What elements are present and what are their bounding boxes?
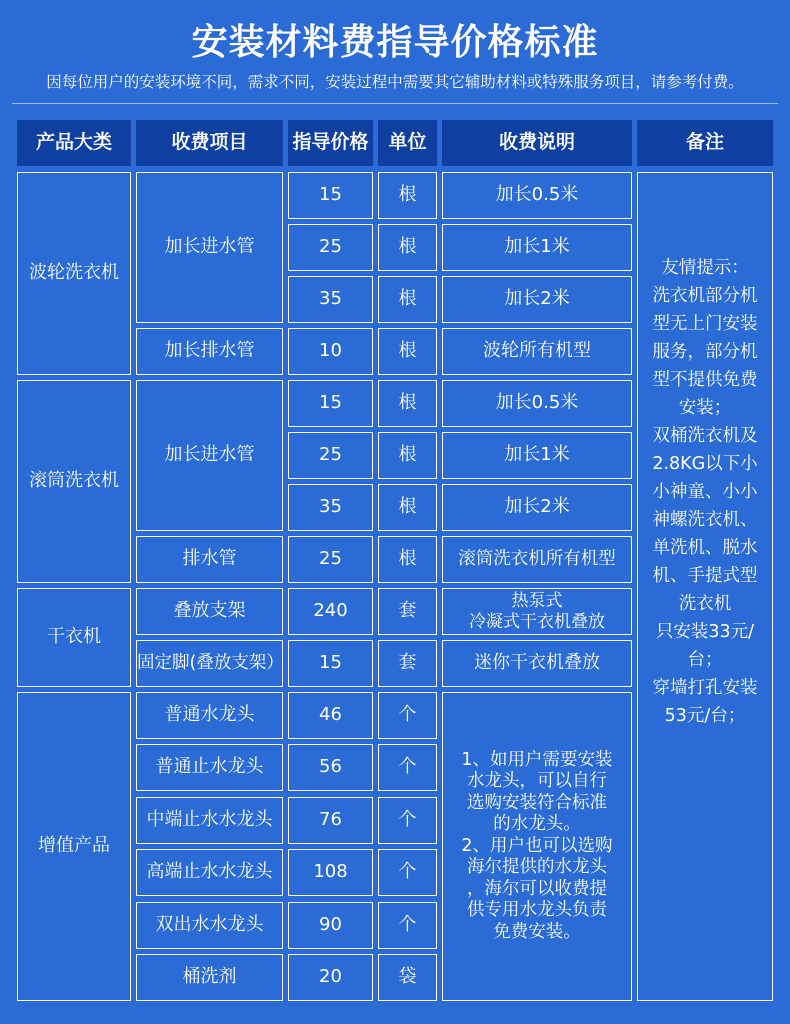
unit-cell: 套: [378, 588, 437, 635]
faucet-description: [442, 692, 632, 1001]
faucet-note-line: 的水龙头。: [493, 814, 581, 835]
item-cell: 叠放支架: [136, 588, 283, 635]
page-subtitle: 因每位用户的安装环境不同，需求不同，安装过程中需要其它辅助材料或特殊服务项目，请参考付费。: [46, 73, 744, 91]
item-cell: 加长进水管: [136, 172, 283, 323]
remark-line: 53元/台；: [664, 705, 746, 726]
remark-line: 型无上门安装: [652, 313, 758, 334]
remark-line: 只安装33元/: [655, 621, 755, 642]
unit-cell: 根: [378, 328, 437, 375]
unit-cell: 根: [378, 276, 437, 323]
description-line: 热泵式: [511, 590, 563, 611]
unit-cell: 根: [378, 536, 437, 583]
description-cell: 加长2米: [442, 276, 632, 323]
unit-cell: 袋: [378, 954, 437, 1001]
description-line: 冷凝式干衣机叠放: [469, 611, 605, 632]
price-cell: 35: [288, 276, 373, 323]
remark-line: 安装；: [678, 397, 732, 418]
faucet-note-line: 免费安装。: [493, 921, 581, 942]
unit-cell: 根: [378, 380, 437, 427]
price-cell: 76: [288, 797, 373, 844]
description-cell: 加长0.5米: [442, 380, 632, 427]
description-cell: 波轮所有机型: [442, 328, 632, 375]
item-cell: 加长排水管: [136, 328, 283, 375]
unit-cell: 个: [378, 692, 437, 739]
header-unit: 单位: [378, 120, 437, 166]
item-cell: 普通止水龙头: [136, 744, 283, 791]
header-price: 指导价格: [288, 120, 373, 166]
price-cell: 108: [288, 849, 373, 896]
item-cell: 排水管: [136, 536, 283, 583]
remark-line: 服务，部分机: [652, 341, 758, 362]
unit-cell: 根: [378, 172, 437, 219]
faucet-note-line: 1、如用户需要安装: [461, 749, 613, 770]
item-cell: 中端止水水龙头: [136, 797, 283, 844]
price-cell: 25: [288, 536, 373, 583]
price-cell: 10: [288, 328, 373, 375]
category-value-added: 增值产品: [17, 692, 131, 1001]
unit-cell: 根: [378, 224, 437, 271]
remark-line: 洗衣机部分机: [652, 285, 758, 306]
remark-line: 洗衣机: [678, 593, 732, 614]
unit-cell: 个: [378, 744, 437, 791]
price-cell: 25: [288, 224, 373, 271]
item-cell: 双出水水龙头: [136, 902, 283, 949]
faucet-note-line: 2、用户也可以选购: [461, 835, 613, 856]
price-cell: 15: [288, 380, 373, 427]
remark-line: 台；: [687, 649, 723, 670]
description-cell: 加长2米: [442, 484, 632, 531]
remark-cell: [637, 172, 773, 1001]
unit-cell: 套: [378, 640, 437, 687]
unit-cell: 根: [378, 432, 437, 479]
unit-cell: 根: [378, 484, 437, 531]
unit-cell: 个: [378, 849, 437, 896]
header-category: 产品大类: [17, 120, 131, 166]
price-cell: 240: [288, 588, 373, 635]
price-cell: 35: [288, 484, 373, 531]
description-cell: 加长0.5米: [442, 172, 632, 219]
price-cell: 15: [288, 172, 373, 219]
remark-line: 2.8KG以下小: [652, 453, 758, 474]
remark-line: 型不提供免费: [652, 369, 758, 390]
remark-line: 小神童、小小: [652, 481, 758, 502]
item-cell: 高端止水水龙头: [136, 849, 283, 896]
price-cell: 25: [288, 432, 373, 479]
category-dryer: 干衣机: [17, 588, 131, 687]
description-cell: 滚筒洗衣机所有机型: [442, 536, 632, 583]
item-cell: 固定脚(叠放支架）: [136, 640, 283, 687]
item-cell: 普通水龙头: [136, 692, 283, 739]
description-cell-dryer-stack: [442, 588, 632, 635]
faucet-note-line: 水龙头，可以自行: [467, 771, 607, 792]
description-cell: 加长1米: [442, 432, 632, 479]
price-cell: 46: [288, 692, 373, 739]
faucet-note-line: 选购安装符合标准: [467, 792, 607, 813]
header-description: 收费说明: [442, 120, 632, 166]
unit-cell: 个: [378, 902, 437, 949]
remark-line: 神螺洗衣机、: [652, 509, 758, 530]
faucet-note-line: 海尔提供的水龙头: [467, 857, 607, 878]
remark-line: 穿墙打孔安装: [652, 677, 758, 698]
page-title: 安装材料费指导价格标准: [191, 22, 599, 63]
category-drum-washer: 滚筒洗衣机: [17, 380, 131, 583]
header-item: 收费项目: [136, 120, 283, 166]
price-cell: 15: [288, 640, 373, 687]
remark-line: 友情提示：: [661, 257, 749, 278]
faucet-note-line: 供专用水龙头负责: [467, 900, 607, 921]
price-cell: 90: [288, 902, 373, 949]
item-cell: 桶洗剂: [136, 954, 283, 1001]
unit-cell: 个: [378, 797, 437, 844]
price-cell: 56: [288, 744, 373, 791]
item-cell: 加长进水管: [136, 380, 283, 531]
header-remark: 备注: [637, 120, 773, 166]
price-cell: 20: [288, 954, 373, 1001]
description-cell: 加长1米: [442, 224, 632, 271]
description-cell: 迷你干衣机叠放: [442, 640, 632, 687]
remark-line: 双桶洗衣机及: [652, 425, 758, 446]
category-pulsator-washer: 波轮洗衣机: [17, 172, 131, 375]
remark-line: 单洗机、脱水: [652, 537, 758, 558]
faucet-note-line: ，海尔可以收费提: [467, 878, 607, 899]
divider: [12, 103, 778, 104]
remark-line: 机、手提式型: [652, 565, 758, 586]
